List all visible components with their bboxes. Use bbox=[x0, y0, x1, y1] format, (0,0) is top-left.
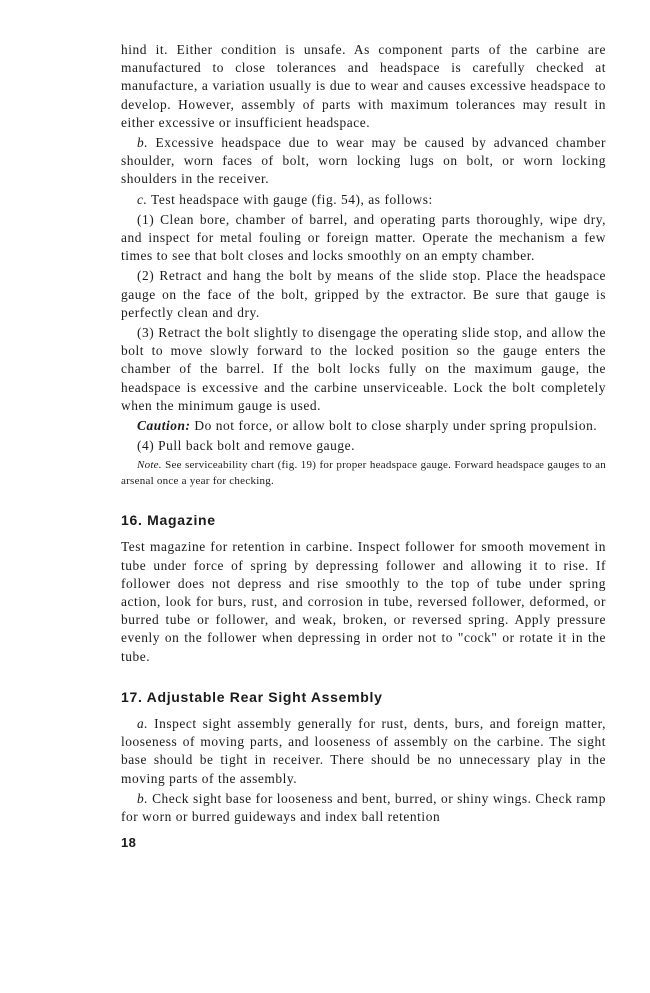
note-paragraph bbox=[121, 457, 606, 489]
paragraph-b-lead: b. bbox=[137, 135, 149, 151]
document-page bbox=[121, 41, 606, 852]
section-17-b-lead: b. bbox=[137, 790, 149, 806]
section-17-paragraph-b bbox=[121, 790, 606, 826]
paragraph-b bbox=[121, 134, 606, 189]
caution-text: Do not force, or allow bolt to close sharply under spring propulsion. bbox=[190, 418, 598, 434]
note-lead: Note. bbox=[137, 459, 162, 472]
caution-paragraph bbox=[121, 417, 606, 435]
step-1: (1) Clean bore, chamber of barrel, and operating parts thoroughly, wipe dry, and inspect for metal fouling or foreign matter. Operate the mechanism a few times to see that bolt closes and locks smoothly on an empty chamber. bbox=[121, 211, 606, 264]
paragraph-c bbox=[121, 191, 606, 209]
paragraph-c-text: Test headspace with gauge (fig. 54), as follows: bbox=[147, 191, 433, 207]
step-3: (3) Retract the bolt slightly to disengage the operating slide stop, and allow the bolt to move slowly forward to the locked position so the gauge enters the chamber of the barrel. If the bolt locks fully on the maximum gauge, the headspace is excessive and the carbine unserviceable. Lock the bolt completely when the minimum gauge is used. bbox=[121, 325, 606, 413]
section-17-paragraph-a bbox=[121, 715, 606, 788]
paragraph-c-lead: c. bbox=[137, 191, 148, 207]
page-number: 18 bbox=[121, 835, 137, 851]
section-16-text: Test magazine for retention in carbine. Inspect follower for smooth movement in tube under force of spring by depressing follower and allowing it to rise. If follower does not depress and rise smoothly to the top of tube under spring action, look for burs, rust, and corrosion in tube, reversed follower, deformed, or burred tube or follower, and weak, broken, or reversed spring. Apply pressure evenly on the follower when depressing in order not to "cock" or rotate it in the tube. bbox=[121, 539, 606, 664]
section-17-a-lead: a. bbox=[137, 715, 149, 731]
section-17-b-text: Check sight base for looseness and bent, burred, or shiny wings. Check ramp for worn or burred guideways and index ball retention bbox=[121, 790, 606, 824]
section-17-a-text: Inspect sight assembly generally for rust, dents, burs, and foreign matter, looseness of moving parts, and looseness of assembly on the carbine. The sight base should be tight in receiver. There should be no unnecessary play in the moving parts of the assembly. bbox=[121, 715, 606, 786]
step-4: (4) Pull back bolt and remove gauge. bbox=[137, 438, 355, 454]
section-17-heading: 17. Adjustable Rear Sight Assembly bbox=[121, 688, 383, 705]
note-text: See serviceability chart (fig. 19) for proper headspace gauge. Forward headspace gauges to an arsenal once a year for checking. bbox=[121, 459, 606, 488]
paragraph-b-text: Excessive headspace due to wear may be caused by advanced chamber shoulder, worn faces of bolt, worn locking lugs on bolt, or worn locking shoulders in the receiver. bbox=[121, 135, 606, 187]
paragraph-continued: hind it. Either condition is unsafe. As component parts of the carbine are manufactured to close tolerances and headspace is carefully checked at manufacture, a variation usually is due to wear and causes excessive headspace to develop. However, assembly of parts with maximum tolerances may result in either excessive or insufficient headspace. bbox=[121, 42, 606, 130]
step-2: (2) Retract and hang the bolt by means of the slide stop. Place the headspace gauge on the face of the bolt, gripped by the extractor. Be sure that gauge is perfectly clean and dry. bbox=[121, 268, 606, 320]
caution-lead: Caution: bbox=[137, 418, 191, 434]
section-16-heading: 16. Magazine bbox=[121, 512, 216, 529]
